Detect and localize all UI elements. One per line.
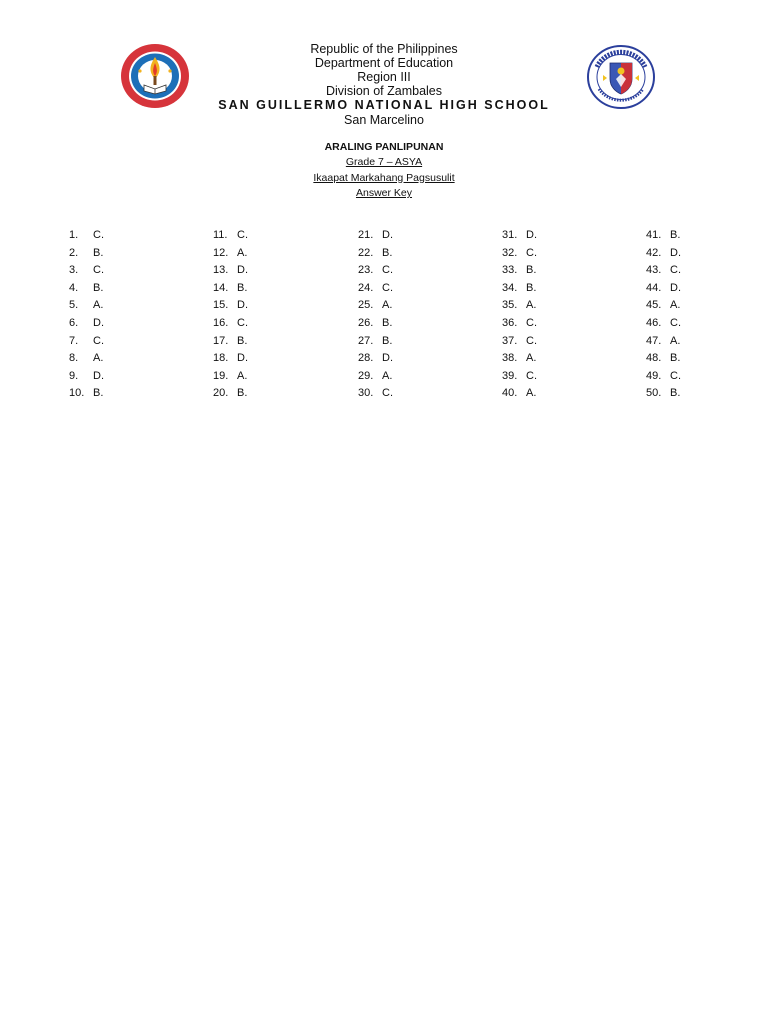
answer-item [358,350,478,368]
item-answer: D. [526,229,537,241]
answer-item [358,245,478,263]
item-answer: B. [93,387,104,400]
answer-item [646,227,766,245]
answer-column-5 [646,227,766,403]
item-answer: A. [382,369,393,382]
answer-item [69,315,189,333]
answer-item [358,280,478,298]
answer-item [69,385,189,403]
item-answer: D. [382,352,393,365]
item-number: 22. [358,246,374,259]
answer-item [69,350,189,368]
item-number: 14. [213,281,229,294]
item-number: 49. [646,369,662,382]
answer-item [502,333,622,351]
item-answer: D. [237,352,248,365]
item-number: 38. [502,352,518,365]
answer-item [646,385,766,403]
answer-item [213,245,333,263]
answer-item [646,297,766,315]
item-answer: C. [526,369,537,382]
answer-item [213,315,333,333]
item-answer: C. [670,316,681,329]
item-answer: B. [237,281,248,294]
answer-item [502,315,622,333]
item-answer: C. [382,387,393,400]
item-number: 45. [646,299,662,312]
answer-item [213,350,333,368]
item-answer: A. [526,352,537,365]
item-answer: B. [670,352,681,365]
item-number: 30. [358,387,374,400]
answer-item [646,368,766,386]
answer-item [502,350,622,368]
item-number: 47. [646,334,662,347]
answer-item [358,297,478,315]
item-number: 29. [358,369,374,382]
answer-item [646,280,766,298]
answer-item [69,227,189,245]
answer-item [213,227,333,245]
answer-item [213,262,333,280]
item-number: 43. [646,264,662,277]
item-number: 35. [502,299,518,312]
answer-item [69,280,189,298]
item-answer: D. [93,369,104,382]
item-answer: C. [526,316,537,329]
item-number: 27. [358,334,374,347]
item-answer: D. [93,316,104,329]
item-answer: D. [670,246,681,259]
item-number: 25. [358,299,374,312]
item-number: 26. [358,316,374,329]
item-number: 40. [502,387,518,400]
document-header [0,42,768,127]
answer-item [502,368,622,386]
item-answer: A. [670,334,681,347]
item-answer: A. [93,299,104,312]
item-answer: A. [93,352,104,365]
item-number: 9. [69,369,79,382]
item-answer: C. [237,316,248,329]
item-answer: A. [237,369,248,382]
item-number: 12. [213,246,229,259]
answer-item [646,262,766,280]
answer-item [69,297,189,315]
item-answer: D. [237,299,248,312]
answer-column-3 [358,227,478,403]
item-number: 7. [69,334,79,347]
item-number: 34. [502,281,518,294]
country-line: Republic of the Philippines [310,42,458,56]
item-answer: B. [670,229,681,241]
item-answer: C. [93,334,104,347]
answer-item [502,297,622,315]
item-answer: D. [382,229,393,241]
answer-item [213,333,333,351]
item-number: 39. [502,369,518,382]
item-answer: B. [237,387,248,400]
answer-column-1 [69,227,189,403]
answer-item [502,280,622,298]
item-number: 23. [358,264,374,277]
answer-item [358,385,478,403]
item-answer: C. [93,229,104,241]
region-line: Region III [357,70,411,84]
item-answer: A. [526,387,537,400]
municipality-line: San Marcelino [344,113,424,127]
answer-item [646,245,766,263]
item-answer: C. [526,246,537,259]
answer-item [358,262,478,280]
item-number: 18. [213,352,229,365]
item-answer: B. [382,334,393,347]
item-number: 46. [646,316,662,329]
item-number: 16. [213,316,229,329]
item-answer: B. [382,246,393,259]
item-number: 1. [69,229,79,241]
answer-item [502,385,622,403]
item-answer: C. [237,229,248,241]
item-number: 36. [502,316,518,329]
answer-item [646,315,766,333]
answer-item [69,262,189,280]
item-number: 42. [646,246,662,259]
item-answer: B. [526,281,537,294]
item-number: 48. [646,352,662,365]
item-number: 4. [69,281,79,294]
item-number: 20. [213,387,229,400]
answer-key-title: Answer Key [355,186,413,199]
item-number: 33. [502,264,518,277]
item-number: 31. [502,229,518,241]
item-answer: B. [93,281,104,294]
item-answer: A. [526,299,537,312]
answer-item [358,368,478,386]
answer-item [213,385,333,403]
answer-item [358,227,478,245]
item-number: 10. [69,387,85,400]
item-number: 11. [213,229,228,241]
item-number: 24. [358,281,374,294]
department-line: Department of Education [314,56,454,70]
answer-item [646,333,766,351]
item-answer: B. [526,264,537,277]
item-answer: C. [670,264,681,277]
document-titles [0,140,768,201]
item-number: 21. [358,229,374,241]
item-number: 17. [213,334,229,347]
item-number: 44. [646,281,662,294]
answer-item [502,227,622,245]
exam-title: Ikaapat Markahang Pagsusulit [313,171,455,184]
item-answer: A. [382,299,393,312]
answer-item [358,315,478,333]
division-line: Division of Zambales [325,84,442,98]
item-number: 3. [69,264,79,277]
answer-item [646,350,766,368]
item-answer: D. [237,264,248,277]
answer-item [213,297,333,315]
answer-column-4 [502,227,622,403]
item-answer: C. [93,264,104,277]
answer-item [213,280,333,298]
grade-title: Grade 7 – ASYA [345,156,423,169]
item-answer: C. [382,264,393,277]
school-name: SAN GUILLERMO NATIONAL HIGH SCHOOL [218,98,550,112]
item-number: 32. [502,246,518,259]
answer-item [69,245,189,263]
answer-column-2 [213,227,333,403]
item-number: 41. [646,229,662,241]
answer-item [358,333,478,351]
answer-item [502,262,622,280]
answer-item [69,333,189,351]
item-answer: A. [670,299,681,312]
item-answer: B. [670,387,681,400]
item-number: 8. [69,352,79,365]
item-number: 50. [646,387,662,400]
item-answer: D. [670,281,681,294]
item-number: 2. [69,246,79,259]
item-number: 15. [213,299,229,312]
item-number: 6. [69,316,79,329]
item-answer: B. [237,334,248,347]
item-number: 5. [69,299,79,312]
item-answer: C. [670,369,681,382]
item-number: 37. [502,334,518,347]
item-number: 28. [358,352,374,365]
item-answer: B. [93,246,104,259]
answer-item [69,368,189,386]
subject-title: ARALING PANLIPUNAN [324,141,444,153]
answer-item [213,368,333,386]
answer-item [502,245,622,263]
item-answer: C. [382,281,393,294]
item-answer: B. [382,316,393,329]
item-answer: C. [526,334,537,347]
item-number: 13. [213,264,229,277]
item-number: 19. [213,369,229,382]
item-answer: A. [237,246,248,259]
